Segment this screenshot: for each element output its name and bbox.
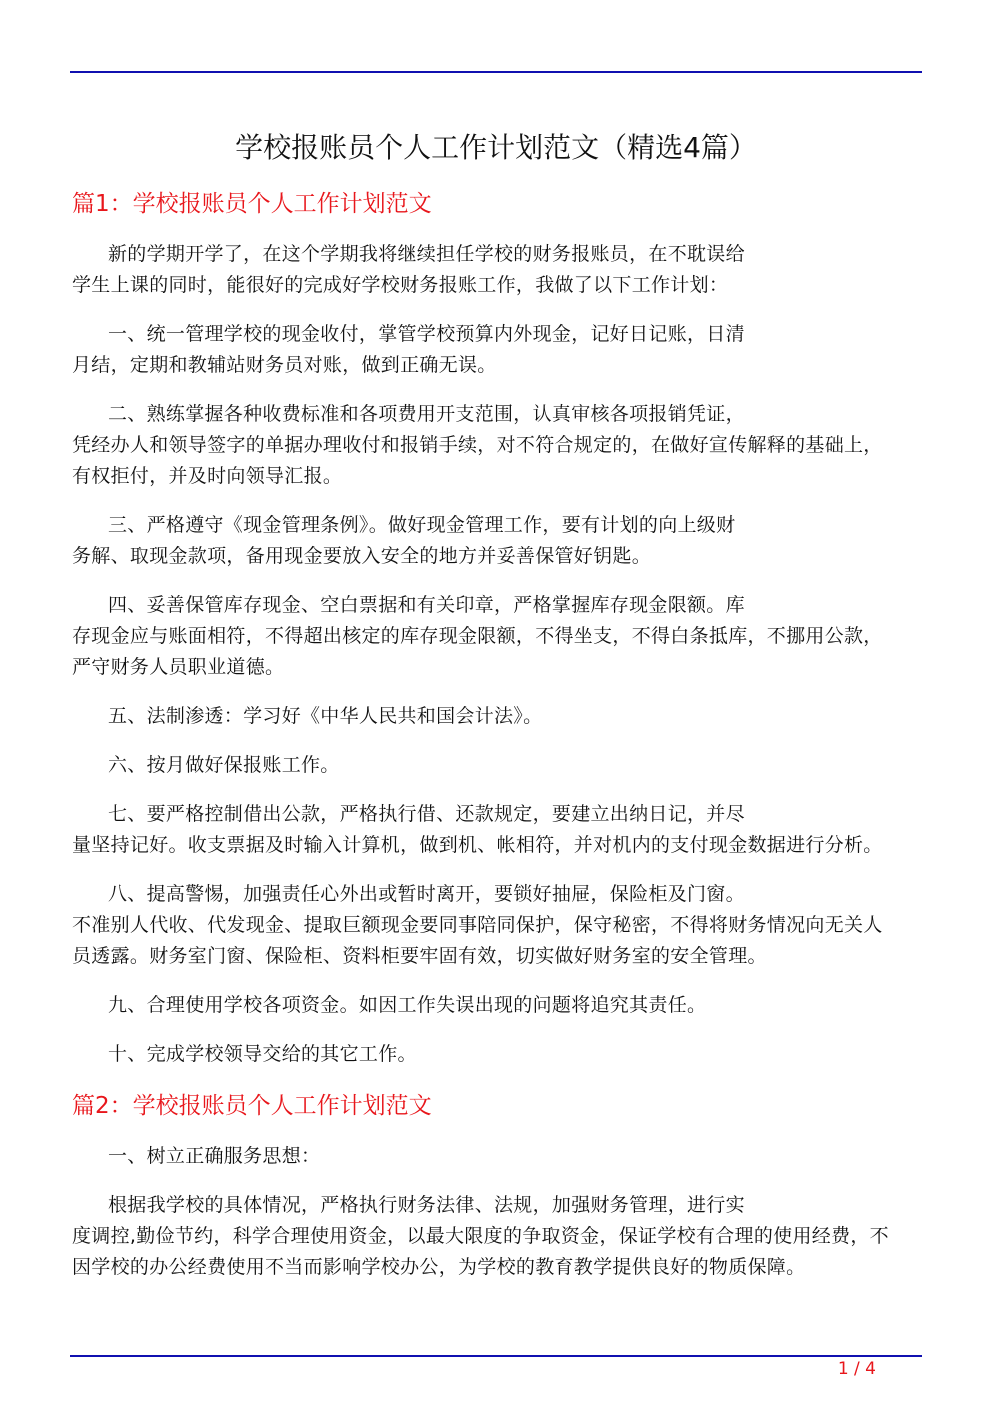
text-line: 十、完成学校领导交给的其它工作。: [108, 1043, 417, 1065]
text-line: 因学校的办公经费使用不当而影响学校办公，为学校的教育教学提供良好的物质保障。: [72, 1256, 806, 1278]
footer-rule: [70, 1355, 922, 1357]
section: [72, 1088, 932, 1283]
text-line: 员透露。财务室门窗、保险柜、资料柜要牢固有效，切实做好财务室的安全管理。: [72, 945, 767, 967]
text-line: 六、按月做好保报账工作。: [108, 754, 340, 776]
paragraph: [72, 879, 932, 972]
paragraph: [72, 510, 932, 572]
header-rule: [70, 71, 922, 73]
text-line: 月结，定期和教辅站财务员对账，做到正确无误。: [72, 354, 497, 376]
text-line: 不准别人代收、代发现金、提取巨额现金要同事陪同保护，保守秘密，不得将财务情况向无关人: [72, 914, 883, 936]
text-line: 三、严格遵守《现金管理条例》。做好现金管理工作，要有计划的向上级财: [108, 514, 736, 536]
paragraph: [72, 319, 932, 381]
text-line: 二、熟练掌握各种收费标准和各项费用开支范围，认真审核各项报销凭证，: [108, 403, 745, 425]
paragraph: [72, 399, 932, 492]
text-line: 新的学期开学了，在这个学期我将继续担任学校的财务报账员，在不耽误给: [108, 243, 745, 265]
text-line: 四、妥善保管库存现金、空白票据和有关印章，严格掌握库存现金限额。库: [108, 594, 745, 616]
document-title: 学校报账员个人工作计划范文（精选4篇）: [235, 131, 757, 164]
page-number: 1 / 4: [837, 1359, 876, 1379]
paragraph: [72, 1190, 932, 1283]
text-line: 根据我学校的具体情况，严格执行财务法律、法规，加强财务管理，进行实: [108, 1194, 745, 1216]
text-line: 严守财务人员职业道德。: [72, 656, 285, 678]
text-line: 存现金应与账面相符，不得超出核定的库存现金限额，不得坐支，不得白条抵库，不挪用公款，: [72, 625, 883, 647]
section-heading: 篇2：学校报账员个人工作计划范文: [72, 1093, 432, 1119]
text-line: 一、树立正确服务思想：: [108, 1145, 321, 1167]
text-line: 五、法制渗透：学习好《中华人民共和国会计法》。: [108, 705, 543, 727]
section-heading: 篇1：学校报账员个人工作计划范文: [72, 191, 432, 217]
text-line: 七、要严格控制借出公款，严格执行借、还款规定，要建立出纳日记，并尽: [108, 803, 745, 825]
text-line: 凭经办人和领导签字的单据办理收付和报销手续，对不符合规定的，在做好宣传解释的基础上，: [72, 434, 883, 456]
paragraph: [72, 990, 932, 1021]
paragraph: [72, 799, 932, 861]
section: [72, 186, 932, 1070]
paragraph: [72, 701, 932, 732]
text-line: 学生上课的同时，能很好的完成好学校财务报账工作，我做了以下工作计划：: [72, 274, 729, 296]
paragraph: [72, 590, 932, 683]
paragraph: [72, 239, 932, 301]
document-body: [72, 186, 932, 1301]
text-line: 度调控,勤俭节约，科学合理使用资金，以最大限度的争取资金，保证学校有合理的使用经费，不: [72, 1225, 889, 1247]
text-line: 务解、取现金款项，备用现金要放入安全的地方并妥善保管好钥匙。: [72, 545, 652, 567]
paragraph: [72, 1039, 932, 1070]
text-line: 八、提高警惕，加强责任心外出或暂时离开，要锁好抽屉，保险柜及门窗。: [108, 883, 745, 905]
text-line: 一、统一管理学校的现金收付，掌管学校预算内外现金，记好日记账，日清: [108, 323, 745, 345]
text-line: 九、合理使用学校各项资金。如因工作失误出现的问题将追究其责任。: [108, 994, 707, 1016]
paragraph: [72, 750, 932, 781]
text-line: 量坚持记好。收支票据及时输入计算机，做到机、帐相符，并对机内的支付现金数据进行分析。: [72, 834, 883, 856]
text-line: 有权拒付，并及时向领导汇报。: [72, 465, 343, 487]
paragraph: [72, 1141, 932, 1172]
